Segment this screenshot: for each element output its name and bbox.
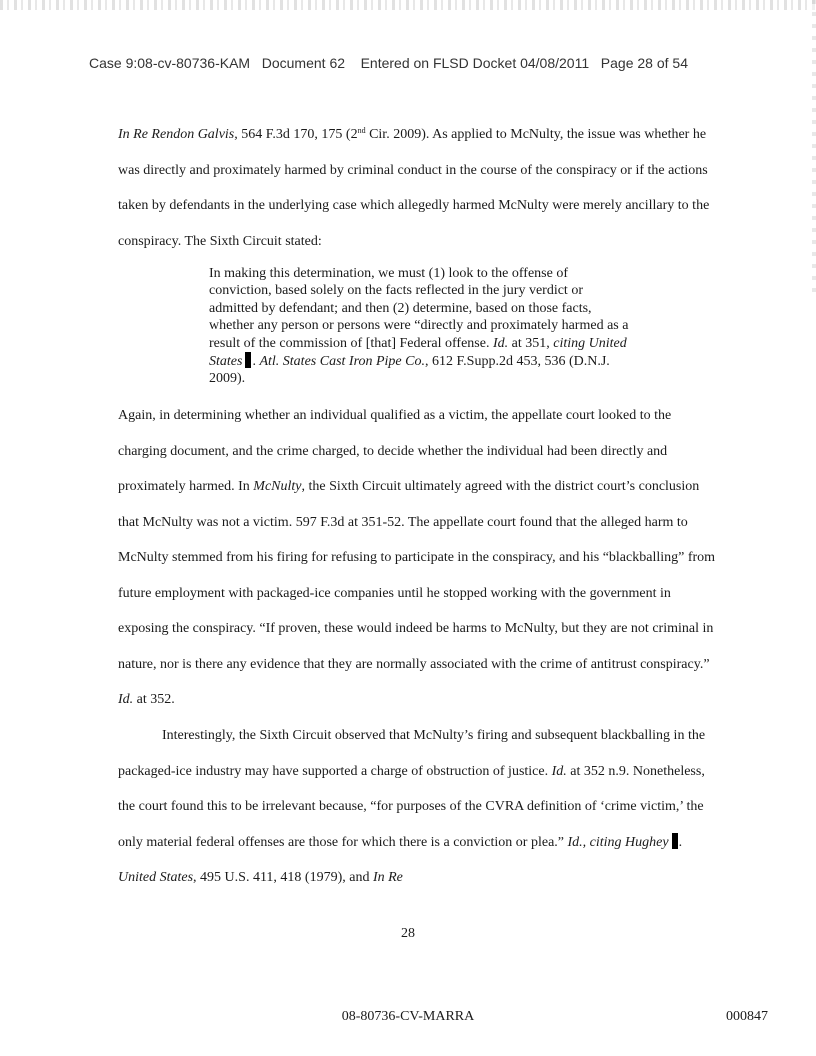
- ordinal-sup: nd: [357, 126, 366, 135]
- para3-citing-hughey: Id., citing Hughey: [567, 834, 669, 850]
- scan-artifact-top: [0, 0, 816, 10]
- block-quote: [209, 265, 629, 388]
- quote-citing: citing United States: [209, 335, 627, 370]
- para3-united-states: United States: [118, 870, 194, 885]
- para3-text-c: , 495 U.S. 411, 418 (1979), and: [193, 870, 373, 885]
- para2-text-a: Again, in determining whether an individual qualified as a victim, the appellate court looked to the charging document, and the crime charged, to decide whether the individual had been directly and proximately harmed. In: [118, 408, 672, 494]
- paragraph-1: [118, 113, 718, 259]
- quote-text-a: In making this determination, we must (1) look to the offense of conviction, based solely on the facts reflected in the jury verdict or admitted by defendant; and then (2) determine, based on those facts, whether any person or persons were “directly and proximately harmed as a result of the commission of [that] Federal offense.: [209, 266, 629, 351]
- para2-text-c: at 352.: [133, 692, 175, 707]
- para3-in-re: In Re: [372, 870, 403, 885]
- para3-text-b: at 352 n.9. Nonetheless, the court found this to be irrelevant because, “for purposes of the CVRA definition of ‘crime victim,’ the only material federal offenses are those for which there is a conviction or plea.”: [118, 763, 705, 850]
- footer-bates-number: 000847: [726, 1009, 768, 1024]
- para3-text-a: Interestingly, the Sixth Circuit observed that McNulty’s firing and subsequent blackballing in the packaged-ice industry may have supported a charge of obstruction of justice.: [118, 728, 706, 779]
- redaction-mark: [245, 352, 251, 368]
- page-number: 28: [401, 926, 415, 941]
- para2-text-b: , the Sixth Circuit ultimately agreed with the district court’s conclusion that McNulty was not a victim. 597 F.3d at 351-52. The appellate court found that the alleged harm to McNulty stemmed from his firing for refusing to participate in the conspiracy, and his “blackballing” from future employment with packaged-ice companies until he stopped working with the government in exposing the conspiracy. “If proven, these would indeed be harms to McNulty, but they are not criminal in nature, nor is there any evidence that they are normally associated with the crime of antitrust conspiracy.”: [118, 479, 716, 672]
- redaction-mark: [672, 833, 678, 849]
- quote-text-b: at 351,: [508, 335, 554, 351]
- paragraph-3: [118, 718, 718, 896]
- para2-mcnulty: McNulty: [253, 479, 302, 494]
- footer-case-ref: 08-80736-CV-MARRA: [341, 1009, 475, 1024]
- para2-id-cite: Id.: [118, 692, 134, 707]
- quote-text-c: , 612 F.Supp.2d 453, 536 (D.N.J. 2009).: [209, 354, 610, 387]
- para1-text-b: Cir. 2009). As applied to McNulty, the issue was whether he was directly and proximately harmed by criminal conduct in the course of the conspiracy or if the actions taken by defendants in the underlying case which allegedly harmed McNulty were merely ancillary to the conspiracy. The Sixth Circuit stated:: [118, 127, 710, 249]
- scan-artifact-right: [812, 0, 816, 300]
- cite-rendon-galvis: In Re Rendon Galvis: [118, 127, 235, 142]
- para1-text-a: , 564 F.3d 170, 175 (2: [234, 127, 358, 142]
- para3-id-cite: Id.: [551, 763, 567, 779]
- quote-atl-states: Atl. States Cast Iron Pipe Co.: [259, 354, 425, 370]
- para3-after-redact: .: [678, 834, 683, 850]
- quote-after-redact: .: [252, 354, 260, 370]
- quote-id-cite: Id.: [492, 335, 509, 351]
- paragraph-2: [118, 398, 718, 718]
- case-header: Case 9:08-cv-80736-KAM Document 62 Entered on FLSD Docket 04/08/2011 Page 28 of 54: [89, 55, 688, 71]
